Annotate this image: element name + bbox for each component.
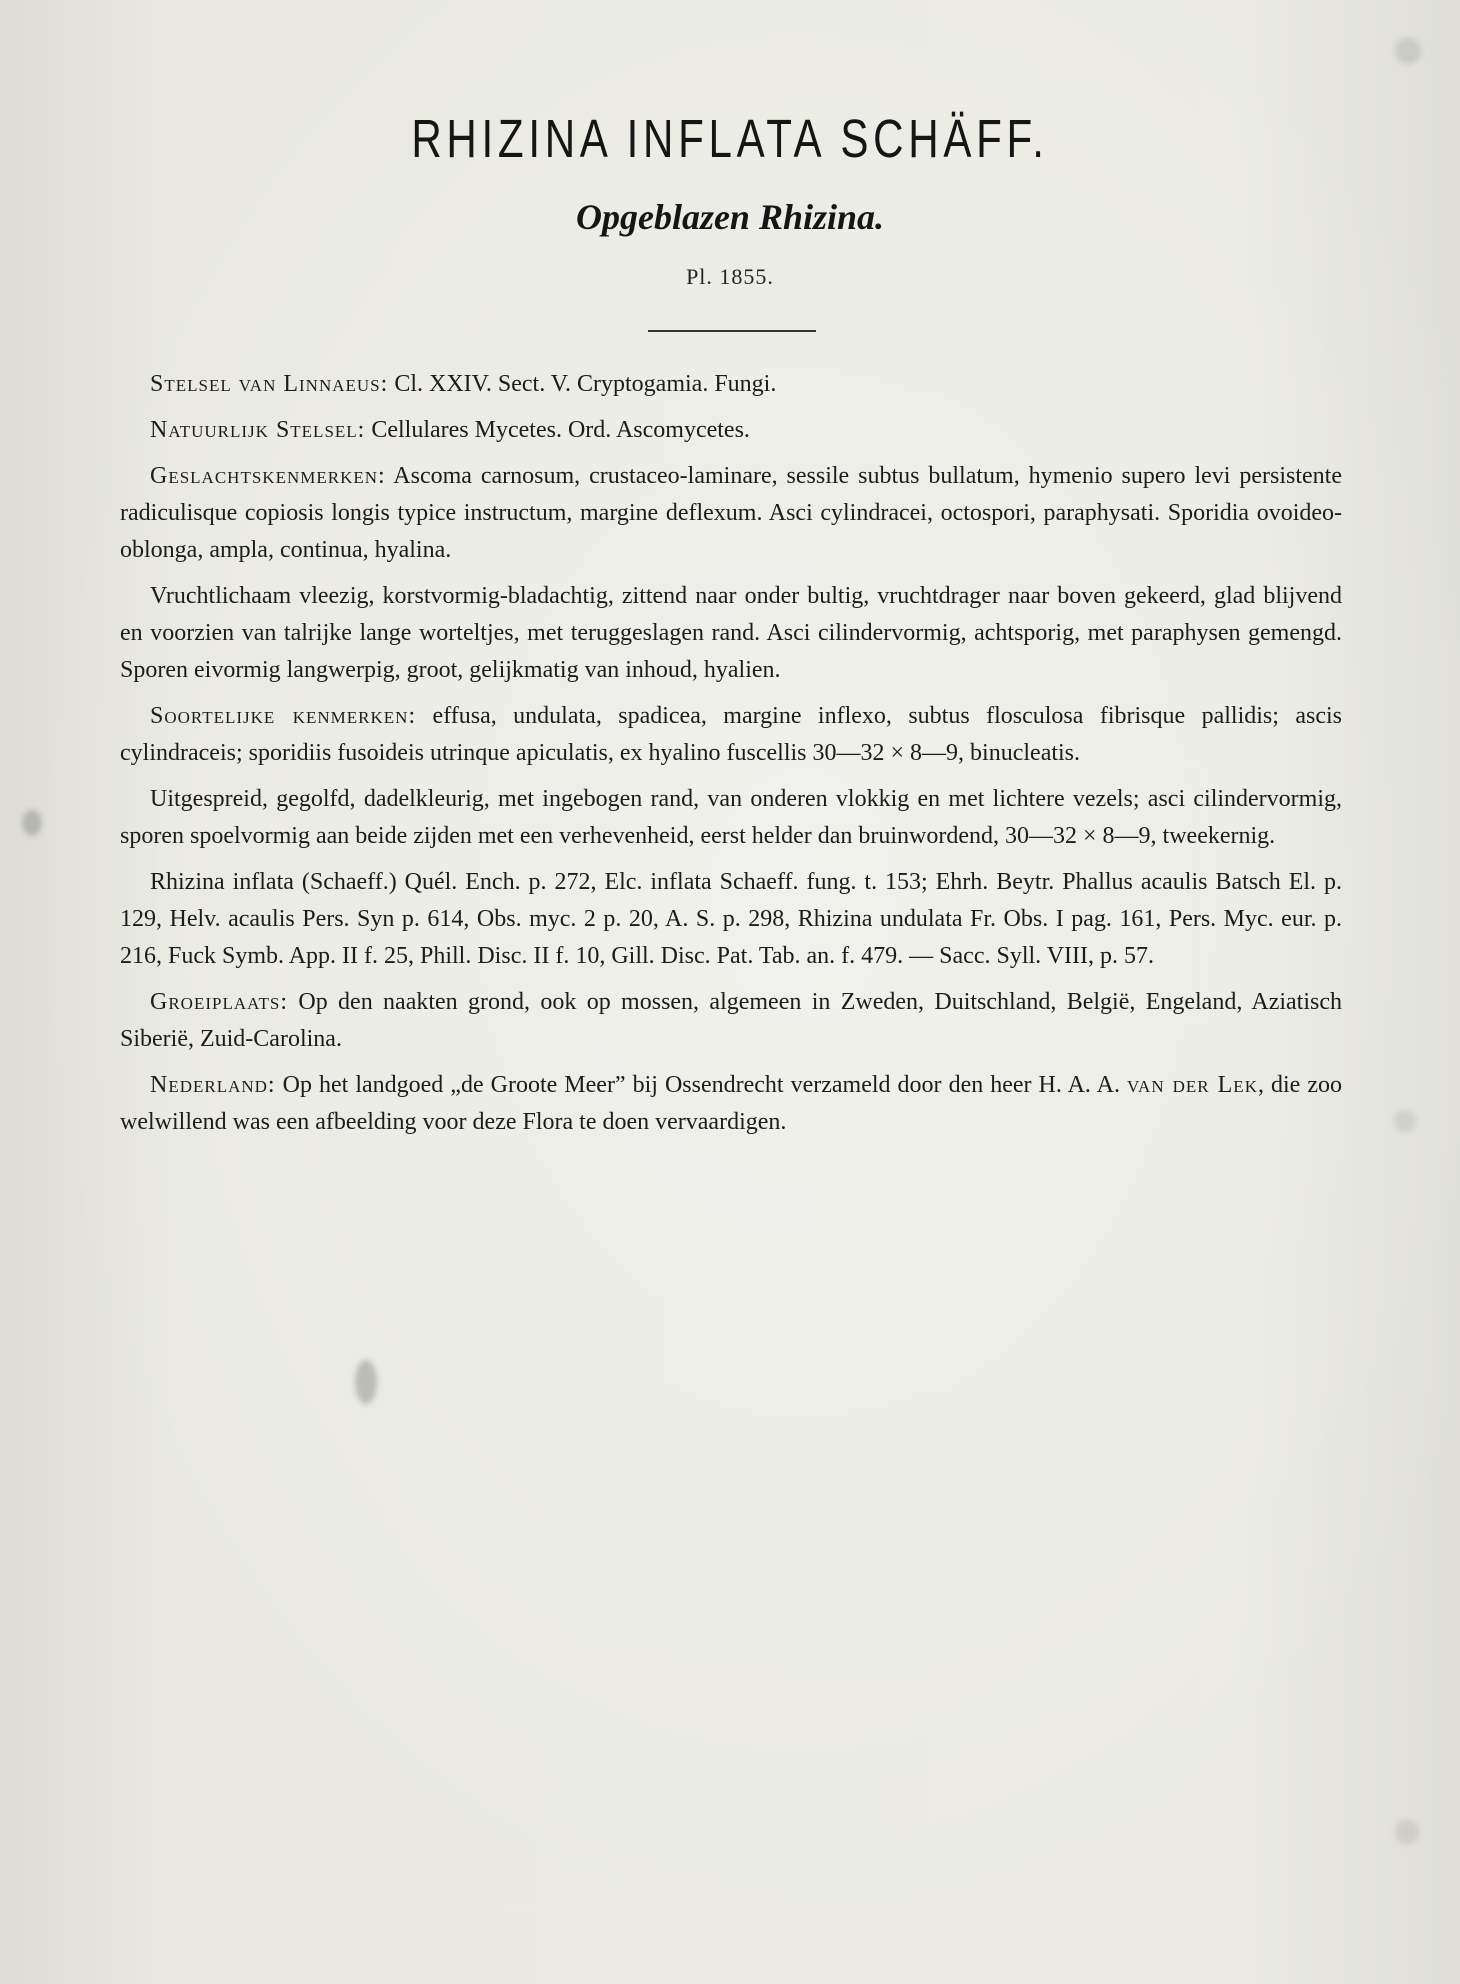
paragraph-text: Uitgespreid, gegolfd, dadelkleurig, met ingebogen rand, van onderen vlokkig en met lichtere vezels; asci cilindervormig, sporen spoelvormig aan beide zijden met een verhevenheid, eerst helder dan bruinwordend, 30—32 × 8—9, tweekernig.	[120, 786, 1342, 849]
paragraph-label: Stelsel van Linnaeus:	[150, 371, 389, 397]
paragraph-species-dutch	[120, 781, 1342, 855]
paragraph-label: Soortelijke kenmerken:	[150, 703, 417, 729]
paragraph-text: , die zoo welwillend was een afbeelding voor deze Flora te doen vervaardigen.	[120, 1072, 1342, 1135]
paragraph-linnaeus	[120, 366, 1342, 403]
paper-stain	[355, 1360, 377, 1404]
paragraph-text: Op het landgoed „de Groote Meer” bij Ossendrecht verzameld door den heer H. A. A.	[275, 1072, 1127, 1098]
paragraph-text: Cl. XXIV. Sect. V. Cryptogamia. Fungi.	[388, 371, 777, 397]
paragraph-label: van der Lek	[1126, 1072, 1258, 1098]
paragraph-text: Ascoma carnosum, crustaceo-laminare, sessile subtus bullatum, hymenio supero levi persistente radiculisque copiosis longis typice instructum, margine deflexum. Asci cylindracei, octospori, paraphysati. Sporidia ovoideo-oblonga, ampla, continua, hyalina.	[120, 463, 1342, 563]
paragraph-genus-dutch	[120, 578, 1342, 689]
paper-stain	[1394, 1110, 1416, 1132]
paragraph-label: Nederland:	[150, 1072, 276, 1098]
paragraph-label: Natuurlijk Stelsel:	[150, 417, 366, 443]
paragraph-synonyms	[120, 864, 1342, 975]
paragraph-habitat	[120, 984, 1342, 1058]
page-title: RHIZINA INFLATA SCHÄFF.	[411, 109, 1049, 169]
paragraph-text: Vruchtlichaam vleezig, korstvormig-bladachtig, zittend naar onder bultig, vruchtdrager naar boven gekeerd, glad blijvend en voorzien van talrijke lange worteltjes, met teruggeslagen rand. Asci cilindervormig, achtsporig, met paraphysen gemengd. Sporen eivormig langwerpig, groot, gelijkmatig van inhoud, hyalien.	[120, 583, 1342, 683]
description-body	[120, 366, 1342, 1150]
paragraph-text: effusa, undulata, spadicea, margine inflexo, subtus flosculosa fibrisque pallidis; ascis cylindraceis; sporidiis fusoideis utrinque apiculatis, ex hyalino fuscellis 30—32 × 8—9, binucleatis.	[120, 703, 1342, 766]
paper-stain	[1395, 38, 1421, 64]
paragraph-species-latin	[120, 698, 1342, 772]
paragraph-genus-latin	[120, 458, 1342, 569]
title-divider	[648, 330, 816, 332]
paper-stain	[1395, 1820, 1419, 1844]
paragraph-label: Groeiplaats:	[150, 989, 289, 1015]
paragraph-text: Rhizina inflata (Schaeff.) Quél. Ench. p. 272, Elc. inflata Schaeff. fung. t. 153; Ehrh. Beytr. Phallus acaulis Batsch El. p. 129, Helv. acaulis Pers. Syn p. 614, Obs. myc. 2 p. 20, A. S. p. 298, Rhizina undulata Fr. Obs. I pag. 161, Pers. Myc. eur. p. 216, Fuck Symb. App. II f. 25, Phill. Disc. II f. 10, Gill. Disc. Pat. Tab. an. f. 479. — Sacc. Syll. VIII, p. 57.	[120, 869, 1342, 969]
page-subtitle: Opgeblazen Rhizina.	[575, 197, 885, 237]
plate-number: Pl. 1855.	[686, 264, 774, 289]
paragraph-text: Op den naakten grond, ook op mossen, algemeen in Zweden, Duitschland, België, Engeland, Aziatisch Siberië, Zuid-Carolina.	[120, 989, 1342, 1052]
paragraph-label: Geslachtskenmerken:	[150, 463, 386, 489]
paragraph-netherlands	[120, 1067, 1342, 1141]
paragraph-natural-system	[120, 412, 1342, 449]
paragraph-text: Cellulares Mycetes. Ord. Ascomycetes.	[365, 417, 750, 443]
paper-stain	[22, 810, 42, 836]
